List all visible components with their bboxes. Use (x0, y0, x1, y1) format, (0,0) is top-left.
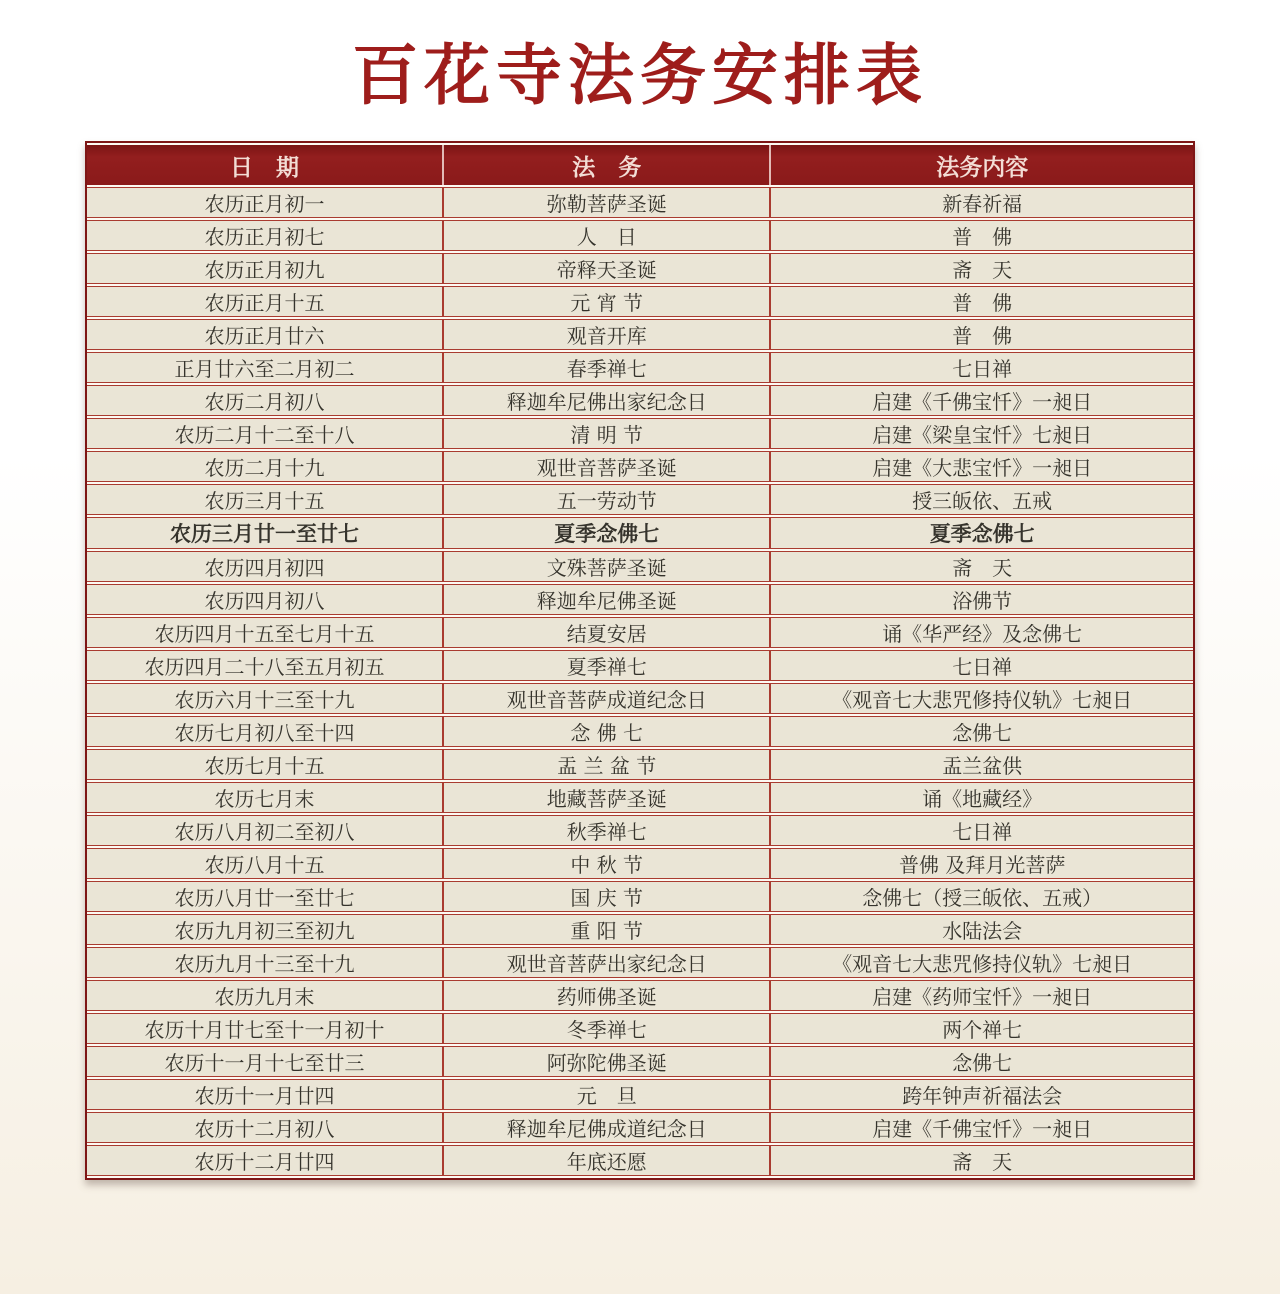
table-row (87, 815, 1193, 846)
cell-content: 启建《梁皇宝忏》七昶日 (769, 418, 1193, 449)
cell-date: 农历八月十五 (87, 848, 442, 879)
cell-service: 释迦牟尼佛成道纪念日 (442, 1112, 769, 1143)
schedule-table (87, 143, 1193, 1178)
table-row (87, 881, 1193, 912)
table-row (87, 1046, 1193, 1077)
cell-content: 启建《千佛宝忏》一昶日 (769, 1112, 1193, 1143)
cell-service: 释迦牟尼佛圣诞 (442, 584, 769, 615)
cell-content: 念佛七 (769, 1046, 1193, 1077)
cell-content: 跨年钟声祈福法会 (769, 1079, 1193, 1110)
cell-service: 观世音菩萨圣诞 (442, 451, 769, 482)
cell-date: 农历二月十二至十八 (87, 418, 442, 449)
cell-service: 国 庆 节 (442, 881, 769, 912)
cell-service: 盂 兰 盆 节 (442, 749, 769, 780)
header-cell-date: 日 期 (87, 145, 442, 185)
cell-service: 释迦牟尼佛出家纪念日 (442, 385, 769, 416)
cell-date: 农历四月初四 (87, 551, 442, 582)
table-row (87, 782, 1193, 813)
cell-date: 农历九月十三至十九 (87, 947, 442, 978)
cell-date: 农历七月十五 (87, 749, 442, 780)
cell-service: 夏季禅七 (442, 650, 769, 681)
cell-date: 农历七月末 (87, 782, 442, 813)
table-row (87, 617, 1193, 648)
cell-content: 念佛七 (769, 716, 1193, 747)
cell-service: 元 宵 节 (442, 286, 769, 317)
cell-content: 念佛七（授三皈依、五戒） (769, 881, 1193, 912)
cell-service: 中 秋 节 (442, 848, 769, 879)
cell-service: 冬季禅七 (442, 1013, 769, 1044)
table-row (87, 352, 1193, 383)
cell-content: 新春祈福 (769, 187, 1193, 218)
table-header (87, 145, 1193, 185)
table-row (87, 749, 1193, 780)
table-row (87, 914, 1193, 945)
cell-date: 农历九月初三至初九 (87, 914, 442, 945)
table-row (87, 947, 1193, 978)
cell-content: 普佛 及拜月光菩萨 (769, 848, 1193, 879)
table-row (87, 253, 1193, 284)
table-row (87, 1112, 1193, 1143)
table-row (87, 551, 1193, 582)
cell-content: 普 佛 (769, 319, 1193, 350)
table-row (87, 451, 1193, 482)
cell-date: 农历三月十五 (87, 484, 442, 515)
cell-content: 启建《大悲宝忏》一昶日 (769, 451, 1193, 482)
cell-service: 重 阳 节 (442, 914, 769, 945)
table-row (87, 418, 1193, 449)
cell-service: 药师佛圣诞 (442, 980, 769, 1011)
cell-service: 春季禅七 (442, 352, 769, 383)
cell-content: 普 佛 (769, 286, 1193, 317)
page-title: 百花寺法务安排表 (352, 36, 928, 114)
table-row (87, 385, 1193, 416)
cell-service: 人 日 (442, 220, 769, 251)
cell-date: 农历正月初七 (87, 220, 442, 251)
cell-service: 阿弥陀佛圣诞 (442, 1046, 769, 1077)
cell-content: 七日禅 (769, 815, 1193, 846)
cell-content: 两个禅七 (769, 1013, 1193, 1044)
table-row (87, 1079, 1193, 1110)
cell-content: 授三皈依、五戒 (769, 484, 1193, 515)
cell-date: 农历四月十五至七月十五 (87, 617, 442, 648)
cell-date: 农历十一月廿四 (87, 1079, 442, 1110)
cell-content: 七日禅 (769, 650, 1193, 681)
table-row (87, 683, 1193, 714)
cell-service: 观音开库 (442, 319, 769, 350)
cell-service: 观世音菩萨出家纪念日 (442, 947, 769, 978)
cell-date: 农历二月十九 (87, 451, 442, 482)
header-row (87, 145, 1193, 185)
table-row (87, 848, 1193, 879)
cell-service: 秋季禅七 (442, 815, 769, 846)
cell-date: 农历四月二十八至五月初五 (87, 650, 442, 681)
cell-service: 年底还愿 (442, 1145, 769, 1176)
table-row (87, 650, 1193, 681)
cell-date: 农历十二月初八 (87, 1112, 442, 1143)
table-row (87, 187, 1193, 218)
cell-date: 农历八月初二至初八 (87, 815, 442, 846)
table-row (87, 319, 1193, 350)
cell-date: 农历十一月十七至廿三 (87, 1046, 442, 1077)
cell-content: 斋 天 (769, 253, 1193, 284)
cell-service: 弥勒菩萨圣诞 (442, 187, 769, 218)
schedule-table-container (85, 141, 1195, 1180)
cell-service: 清 明 节 (442, 418, 769, 449)
cell-date: 农历十二月廿四 (87, 1145, 442, 1176)
table-row (87, 517, 1193, 549)
cell-date: 农历三月廿一至廿七 (87, 517, 442, 549)
table-row (87, 220, 1193, 251)
cell-content: 启建《药师宝忏》一昶日 (769, 980, 1193, 1011)
table-body (87, 187, 1193, 1176)
cell-content: 夏季念佛七 (769, 517, 1193, 549)
cell-service: 结夏安居 (442, 617, 769, 648)
cell-content: 诵《地藏经》 (769, 782, 1193, 813)
cell-date: 农历八月廿一至廿七 (87, 881, 442, 912)
cell-date: 农历四月初八 (87, 584, 442, 615)
cell-content: 《观音七大悲咒修持仪轨》七昶日 (769, 947, 1193, 978)
cell-content: 诵《华严经》及念佛七 (769, 617, 1193, 648)
cell-date: 正月廿六至二月初二 (87, 352, 442, 383)
cell-service: 五一劳动节 (442, 484, 769, 515)
table-row (87, 716, 1193, 747)
cell-content: 水陆法会 (769, 914, 1193, 945)
cell-service: 文殊菩萨圣诞 (442, 551, 769, 582)
cell-content: 浴佛节 (769, 584, 1193, 615)
cell-content: 盂兰盆供 (769, 749, 1193, 780)
cell-date: 农历七月初八至十四 (87, 716, 442, 747)
cell-service: 地藏菩萨圣诞 (442, 782, 769, 813)
cell-date: 农历六月十三至十九 (87, 683, 442, 714)
cell-date: 农历十月廿七至十一月初十 (87, 1013, 442, 1044)
cell-date: 农历九月末 (87, 980, 442, 1011)
table-row (87, 584, 1193, 615)
cell-service: 念 佛 七 (442, 716, 769, 747)
table-row (87, 286, 1193, 317)
cell-content: 普 佛 (769, 220, 1193, 251)
cell-date: 农历正月廿六 (87, 319, 442, 350)
cell-date: 农历正月初一 (87, 187, 442, 218)
cell-service: 帝释天圣诞 (442, 253, 769, 284)
cell-content: 七日禅 (769, 352, 1193, 383)
header-cell-service: 法 务 (442, 145, 769, 185)
cell-date: 农历正月十五 (87, 286, 442, 317)
table-row (87, 1145, 1193, 1176)
cell-content: 斋 天 (769, 1145, 1193, 1176)
header-cell-content: 法务内容 (769, 145, 1193, 185)
cell-content: 启建《千佛宝忏》一昶日 (769, 385, 1193, 416)
table-row (87, 980, 1193, 1011)
cell-service: 元 旦 (442, 1079, 769, 1110)
cell-content: 《观音七大悲咒修持仪轨》七昶日 (769, 683, 1193, 714)
cell-service: 观世音菩萨成道纪念日 (442, 683, 769, 714)
cell-date: 农历正月初九 (87, 253, 442, 284)
table-row (87, 1013, 1193, 1044)
cell-service: 夏季念佛七 (442, 517, 769, 549)
table-row (87, 484, 1193, 515)
cell-date: 农历二月初八 (87, 385, 442, 416)
cell-content: 斋 天 (769, 551, 1193, 582)
